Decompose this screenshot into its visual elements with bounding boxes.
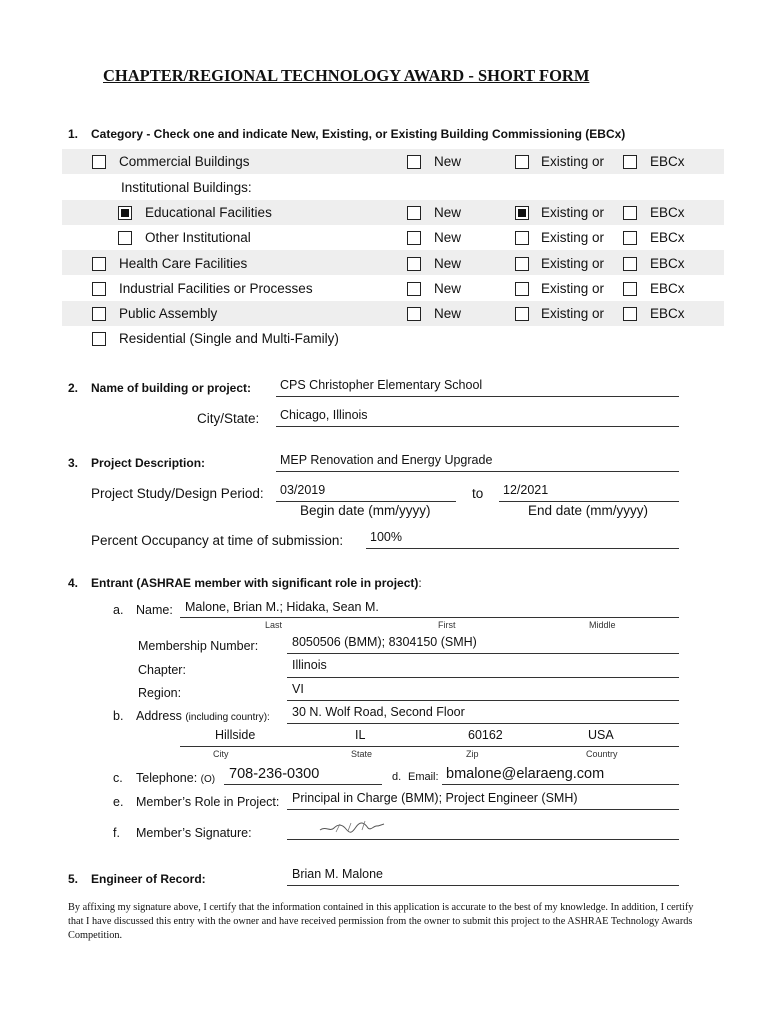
- begin-date-field[interactable]: 03/2019: [280, 483, 326, 497]
- existing-label: Existing or: [541, 256, 605, 271]
- other-institutional-label: Other Institutional: [145, 230, 251, 245]
- industrial-checkbox[interactable]: [92, 282, 106, 296]
- engineer-underline: [287, 885, 679, 886]
- address-country-field[interactable]: USA: [588, 728, 614, 742]
- health-care-ebcx-checkbox[interactable]: [623, 257, 637, 271]
- signature-label: Member’s Signature:: [136, 826, 252, 840]
- chapter-field[interactable]: Illinois: [292, 658, 327, 672]
- section-4-number: 4.: [68, 576, 79, 590]
- ebcx-label: EBCx: [650, 281, 685, 296]
- membership-underline: [287, 653, 679, 654]
- project-description-underline: [276, 471, 679, 472]
- country-caption: Country: [586, 749, 618, 759]
- region-underline: [287, 700, 679, 701]
- educational-existing-checkbox[interactable]: [515, 206, 529, 220]
- signature-underline: [287, 839, 679, 840]
- building-name-label: Name of building or project:: [91, 381, 252, 395]
- existing-label: Existing or: [541, 230, 605, 245]
- educational-facilities-label: Educational Facilities: [145, 205, 272, 220]
- role-underline: [287, 809, 679, 810]
- address-line2-underline: [180, 746, 679, 747]
- role-field[interactable]: Principal in Charge (BMM); Project Engineer (SMH): [292, 791, 578, 805]
- address-state-field[interactable]: IL: [355, 728, 366, 742]
- new-label: New: [434, 281, 462, 296]
- d-label: d.: [392, 771, 402, 783]
- address-underline: [287, 723, 679, 724]
- entrant-name-underline: [180, 617, 679, 618]
- public-assembly-existing-checkbox[interactable]: [515, 307, 529, 321]
- chapter-underline: [287, 677, 679, 678]
- end-date-underline: [499, 501, 679, 502]
- industrial-new-checkbox[interactable]: [407, 282, 421, 296]
- health-care-checkbox[interactable]: [92, 257, 106, 271]
- end-date-caption: End date (mm/yyyy): [528, 503, 649, 518]
- email-underline: [442, 784, 679, 785]
- project-description-field[interactable]: MEP Renovation and Energy Upgrade: [280, 453, 493, 467]
- c-label: c.: [113, 771, 123, 785]
- new-label: New: [434, 256, 462, 271]
- building-name-field[interactable]: CPS Christopher Elementary School: [280, 378, 483, 392]
- occupancy-field[interactable]: 100%: [370, 530, 402, 544]
- e-label: e.: [113, 795, 124, 809]
- new-label: New: [434, 306, 462, 321]
- state-caption: State: [351, 749, 373, 759]
- entrant-name-field[interactable]: Malone, Brian M.; Hidaka, Sean M.: [185, 600, 379, 614]
- chapter-label: Chapter:: [138, 663, 186, 677]
- last-caption: Last: [265, 620, 283, 630]
- begin-date-caption: Begin date (mm/yyyy): [300, 503, 431, 518]
- signature-image[interactable]: [318, 818, 388, 838]
- section-3-number: 3.: [68, 456, 79, 470]
- entrant-name-label: Name:: [136, 603, 173, 617]
- other-institutional-checkbox[interactable]: [118, 231, 132, 245]
- f-label: f.: [113, 826, 120, 840]
- new-label: New: [434, 230, 462, 245]
- address-field[interactable]: 30 N. Wolf Road, Second Floor: [292, 705, 465, 719]
- health-care-new-checkbox[interactable]: [407, 257, 421, 271]
- industrial-label: Industrial Facilities or Processes: [119, 281, 313, 296]
- industrial-existing-checkbox[interactable]: [515, 282, 529, 296]
- ebcx-label: EBCx: [650, 230, 685, 245]
- section-5-number: 5.: [68, 872, 79, 886]
- city-caption: City: [213, 749, 229, 759]
- health-care-label: Health Care Facilities: [119, 256, 248, 271]
- region-label: Region:: [138, 686, 182, 700]
- existing-label: Existing or: [541, 281, 605, 296]
- occupancy-underline: [366, 548, 679, 549]
- email-label: Email:: [408, 771, 439, 783]
- ebcx-label: EBCx: [650, 154, 685, 169]
- role-label: Member’s Role in Project:: [136, 795, 280, 809]
- commercial-new-checkbox[interactable]: [407, 155, 421, 169]
- telephone-field[interactable]: 708-236-0300: [229, 766, 320, 782]
- health-care-existing-checkbox[interactable]: [515, 257, 529, 271]
- commercial-existing-checkbox[interactable]: [515, 155, 529, 169]
- ebcx-label: EBCx: [650, 306, 685, 321]
- section-2-number: 2.: [68, 381, 79, 395]
- address-zip-field[interactable]: 60162: [468, 728, 503, 742]
- first-caption: First: [438, 620, 456, 630]
- public-assembly-checkbox[interactable]: [92, 307, 106, 321]
- section-1-heading: Category - Check one and indicate New, Existing, or Existing Building Commissioning (EBCx): [91, 127, 626, 141]
- educational-ebcx-checkbox[interactable]: [623, 206, 637, 220]
- entrant-heading: Entrant (ASHRAE member with significant role in project):: [91, 576, 422, 590]
- a-label: a.: [113, 603, 124, 617]
- other-institutional-new-checkbox[interactable]: [407, 231, 421, 245]
- other-institutional-existing-checkbox[interactable]: [515, 231, 529, 245]
- telephone-label: Telephone: (O): [136, 771, 216, 785]
- other-institutional-ebcx-checkbox[interactable]: [623, 231, 637, 245]
- certification-text: By affixing my signature above, I certify that the information contained in this application is accurate to the best of my knowledge. In addition, I certify that I have discussed this entry with the owner and have received permission from the owner to submit this project to the ASHRAE Technology Awards Competition.: [68, 902, 694, 941]
- existing-label: Existing or: [541, 205, 605, 220]
- engineer-label: Engineer of Record:: [91, 872, 206, 886]
- membership-field[interactable]: 8050506 (BMM); 8304150 (SMH): [292, 635, 477, 649]
- public-assembly-new-checkbox[interactable]: [407, 307, 421, 321]
- section-1-number: 1.: [68, 127, 79, 141]
- new-label: New: [434, 205, 462, 220]
- engineer-field[interactable]: Brian M. Malone: [292, 867, 384, 881]
- to-label: to: [472, 486, 484, 501]
- public-assembly-ebcx-checkbox[interactable]: [623, 307, 637, 321]
- educational-new-checkbox[interactable]: [407, 206, 421, 220]
- city-state-label: City/State:: [197, 411, 260, 426]
- educational-facilities-checkbox[interactable]: [118, 206, 132, 220]
- commercial-ebcx-checkbox[interactable]: [623, 155, 637, 169]
- building-name-underline: [276, 396, 679, 397]
- industrial-ebcx-checkbox[interactable]: [623, 282, 637, 296]
- public-assembly-label: Public Assembly: [119, 306, 218, 321]
- ebcx-label: EBCx: [650, 205, 685, 220]
- email-field[interactable]: bmalone@elaraeng.com: [446, 766, 605, 782]
- address-label: Address (including country):: [136, 709, 270, 723]
- commercial-buildings-label: Commercial Buildings: [119, 154, 250, 169]
- address-city-field[interactable]: Hillside: [215, 728, 256, 742]
- ebcx-label: EBCx: [650, 256, 685, 271]
- telephone-underline: [224, 784, 382, 785]
- commercial-buildings-checkbox[interactable]: [92, 155, 106, 169]
- institutional-heading: Institutional Buildings:: [121, 180, 252, 195]
- membership-label: Membership Number:: [138, 639, 259, 653]
- residential-checkbox[interactable]: [92, 332, 106, 346]
- middle-caption: Middle: [589, 620, 616, 630]
- project-description-label: Project Description:: [91, 456, 206, 470]
- existing-label: Existing or: [541, 154, 605, 169]
- existing-label: Existing or: [541, 306, 605, 321]
- city-state-underline: [276, 426, 679, 427]
- occupancy-label: Percent Occupancy at time of submission:: [91, 533, 344, 548]
- region-field[interactable]: VI: [292, 682, 304, 696]
- new-label: New: [434, 154, 462, 169]
- end-date-field[interactable]: 12/2021: [503, 483, 549, 497]
- city-state-field[interactable]: Chicago, Illinois: [280, 408, 368, 422]
- zip-caption: Zip: [466, 749, 479, 759]
- b-label: b.: [113, 709, 124, 723]
- begin-date-underline: [276, 501, 456, 502]
- residential-label: Residential (Single and Multi-Family): [119, 331, 339, 346]
- study-period-label: Project Study/Design Period:: [91, 486, 264, 501]
- form-title: CHAPTER/REGIONAL TECHNOLOGY AWARD - SHORT FORM: [103, 66, 590, 85]
